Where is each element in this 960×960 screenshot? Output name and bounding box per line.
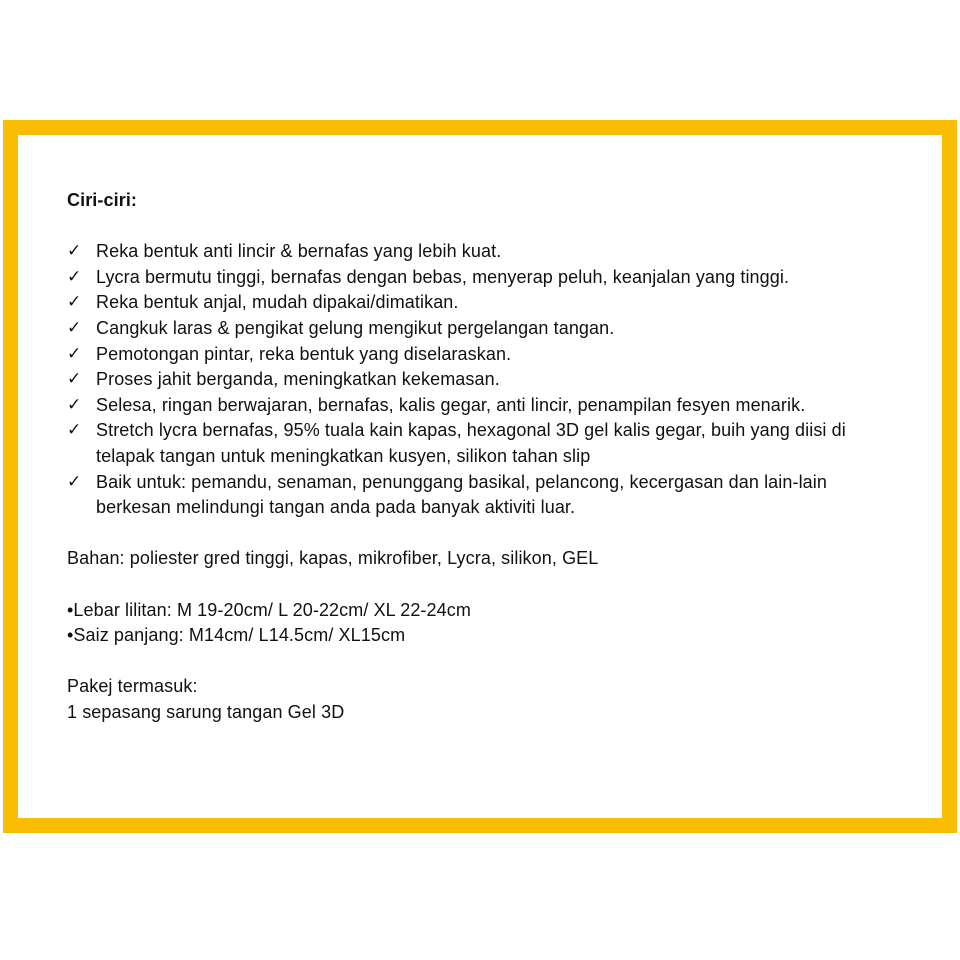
feature-text: Pemotongan pintar, reka bentuk yang diselaraskan.	[96, 343, 512, 364]
feature-item	[67, 342, 887, 368]
spacer	[67, 214, 887, 240]
check-icon: ✓	[67, 369, 82, 390]
package-label: Pakej termasuk:	[67, 676, 198, 697]
feature-text: Lycra bermutu tinggi, bernafas dengan bebas, menyerap peluh, keanjalan yang tinggi.	[96, 266, 790, 287]
feature-text: Selesa, ringan berwajaran, bernafas, kalis gegar, anti lincir, penampilan fesyen menarik.	[96, 394, 806, 415]
material-text: Bahan: poliester gred tinggi, kapas, mikrofiber, Lycra, silikon, GEL	[67, 548, 599, 569]
feature-text: Reka bentuk anjal, mudah dipakai/dimatikan.	[96, 292, 459, 313]
size-width-text: •Lebar lilitan: M 19-20cm/ L 20-22cm/ XL 22-24cm	[67, 599, 471, 620]
feature-item	[67, 418, 887, 469]
feature-text: Cangkuk laras & pengikat gelung mengikut pergelangan tangan.	[96, 317, 615, 338]
package-content: 1 sepasang sarung tangan Gel 3D	[67, 701, 345, 722]
feature-item	[67, 393, 887, 419]
feature-item	[67, 316, 887, 342]
check-icon: ✓	[67, 241, 82, 262]
product-description	[67, 188, 887, 725]
feature-item	[67, 290, 887, 316]
features-list	[67, 239, 887, 521]
check-icon: ✓	[67, 292, 82, 313]
feature-text: Proses jahit berganda, meningkatkan kekemasan.	[96, 369, 500, 390]
check-icon: ✓	[67, 420, 82, 441]
feature-item	[67, 470, 887, 521]
feature-text: Reka bentuk anti lincir & bernafas yang lebih kuat.	[96, 241, 502, 262]
spacer	[67, 521, 887, 547]
feature-item	[67, 239, 887, 265]
check-icon: ✓	[67, 471, 82, 492]
features-heading: Ciri-ciri:	[67, 190, 138, 210]
spacer	[67, 572, 887, 598]
check-icon: ✓	[67, 394, 82, 415]
feature-text: Baik untuk: pemandu, senaman, penunggang basikal, pelancong, kecergasan dan lain-lain berkesan melindungi tangan anda pada banyak aktiviti luar.	[96, 471, 828, 518]
feature-item	[67, 265, 887, 291]
check-icon: ✓	[67, 343, 82, 364]
spacer	[67, 649, 887, 675]
feature-text: Stretch lycra bernafas, 95% tuala kain kapas, hexagonal 3D gel kalis gegar, buih yang diisi di telapak tangan untuk meningkatkan kusyen, silikon tahan slip	[96, 420, 846, 466]
check-icon: ✓	[67, 317, 82, 338]
check-icon: ✓	[67, 266, 82, 287]
size-length-text: •Saiz panjang: M14cm/ L14.5cm/ XL15cm	[67, 625, 406, 646]
feature-item	[67, 367, 887, 393]
